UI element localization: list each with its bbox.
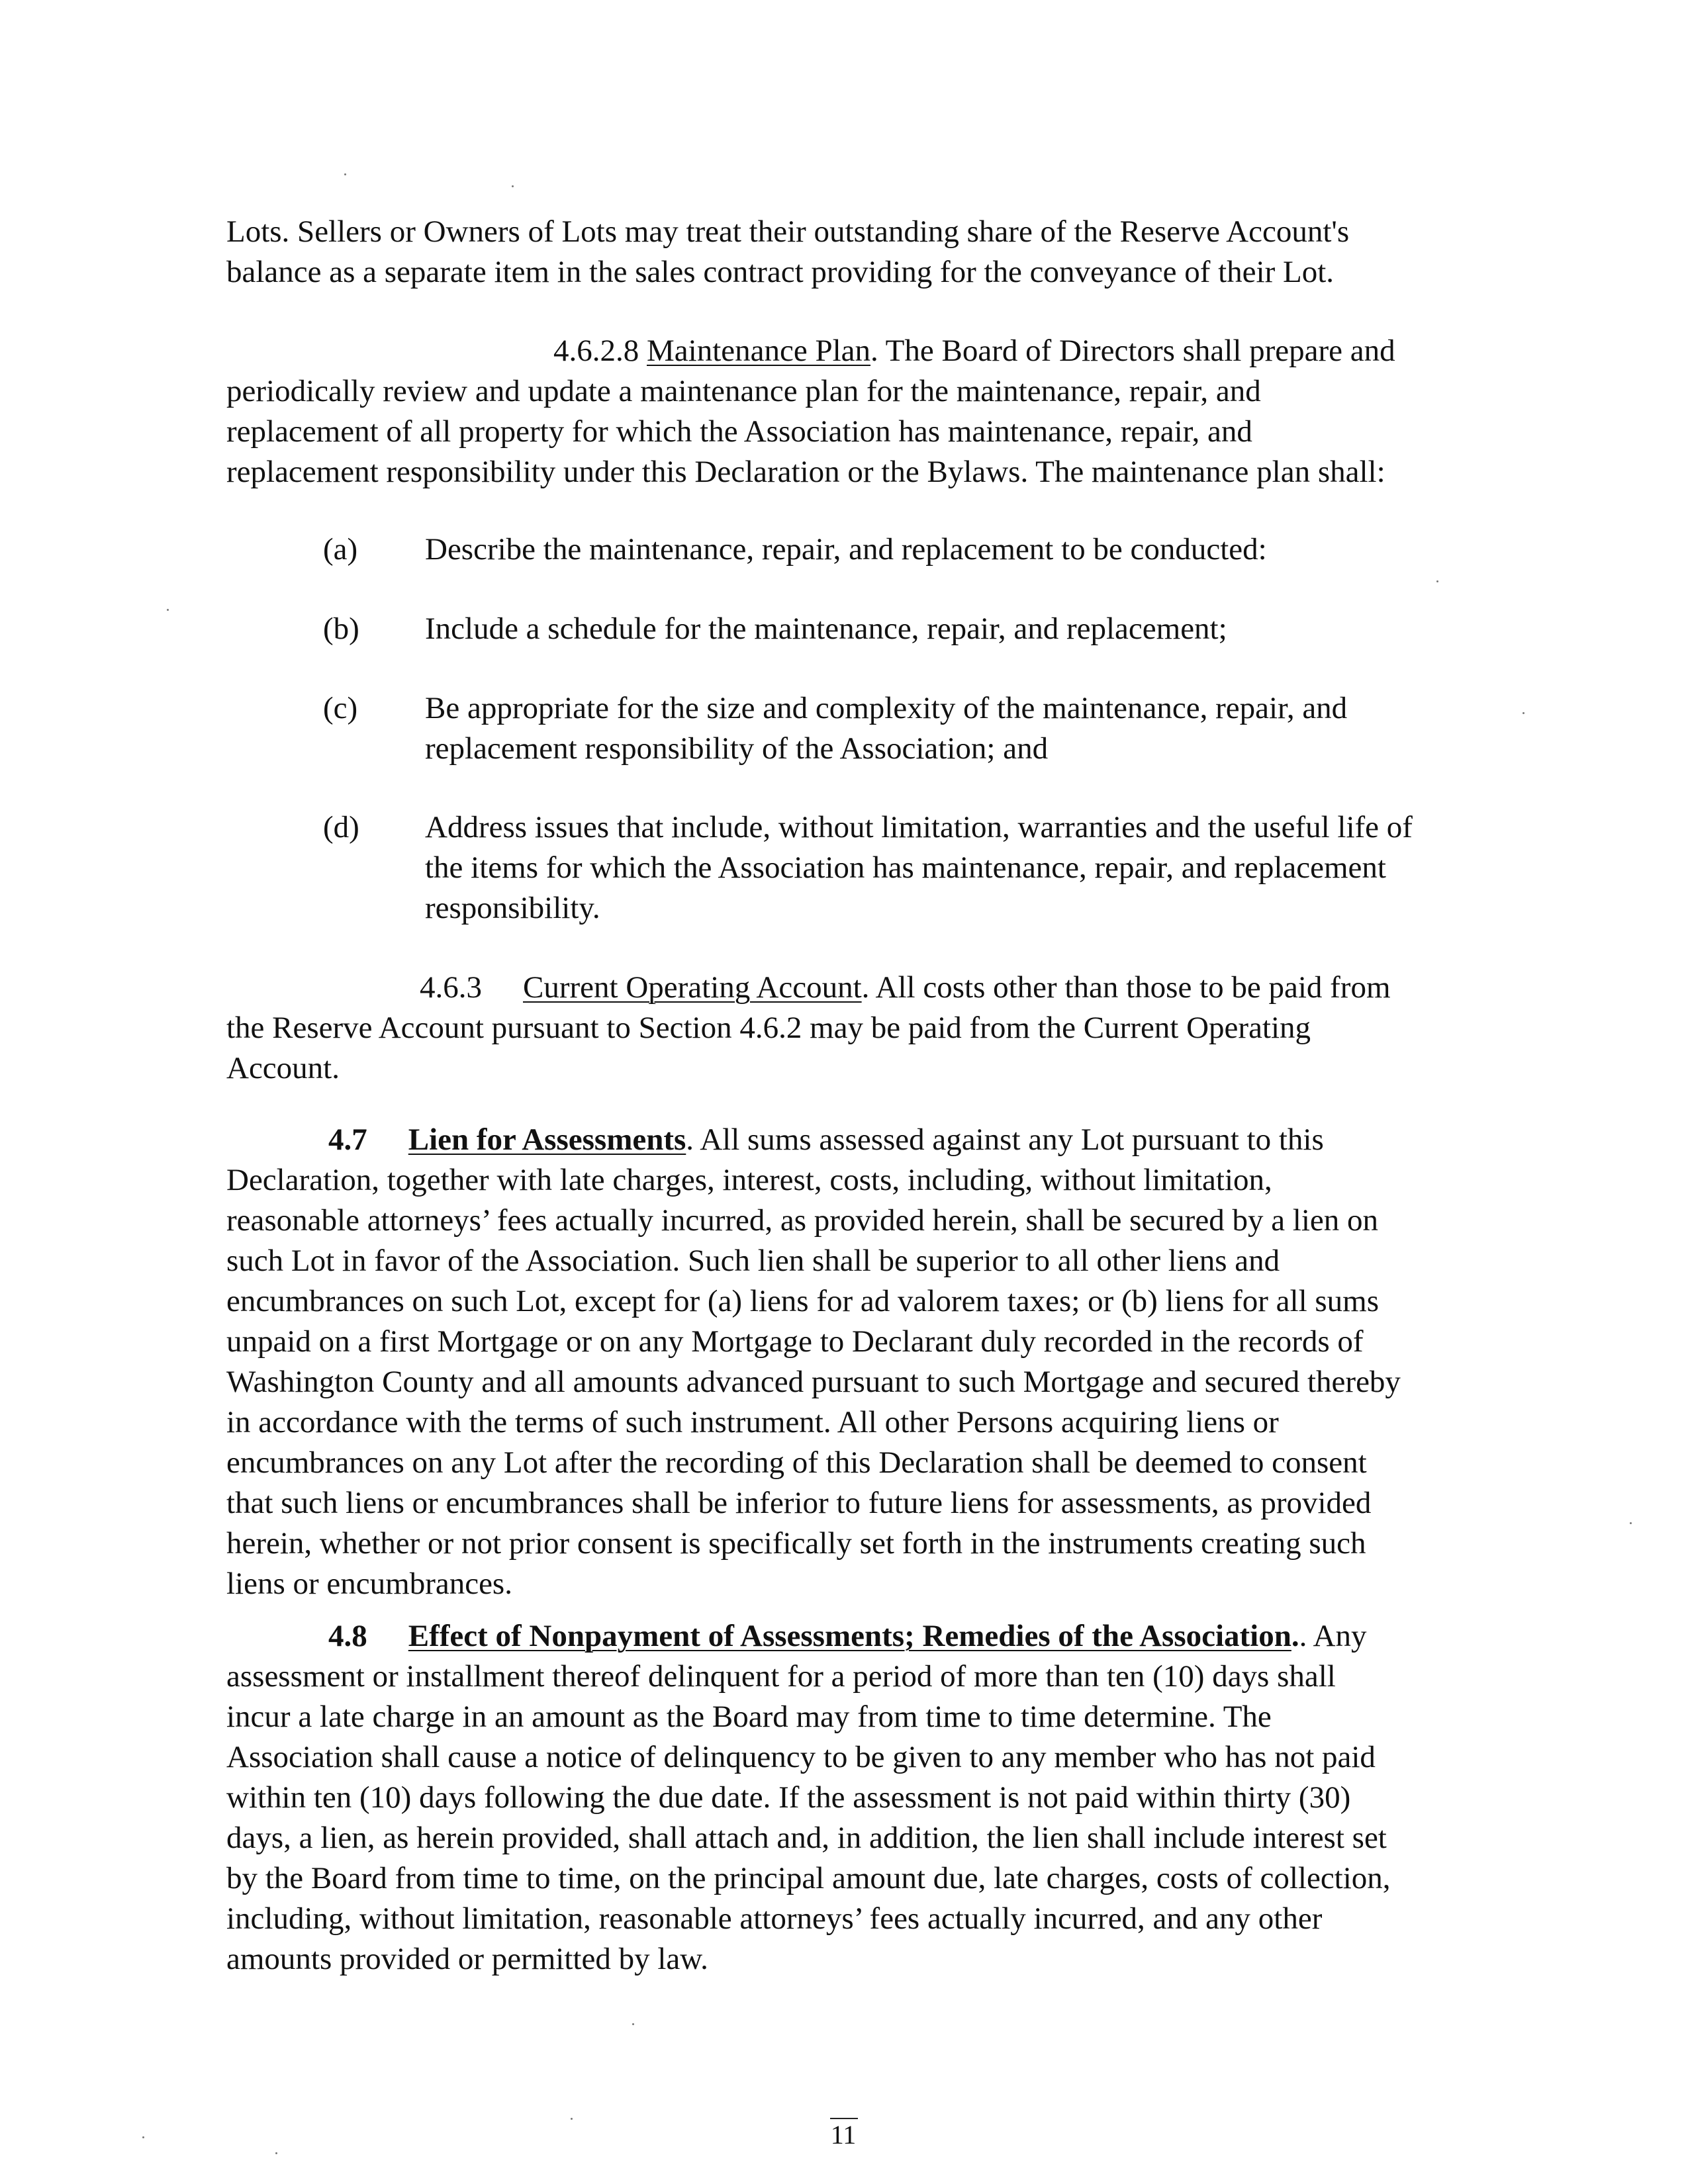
list-item-line: the items for which the Association has maintenance, repair, and replacement <box>425 850 1386 885</box>
section-line-1-rest: . The Board of Directors shall prepare and <box>870 334 1395 368</box>
intro-line-2: balance as a separate item in the sales contract providing for the conveyance of their Lot. <box>226 255 1335 289</box>
section-line-1-rest: . All sums assessed against any Lot pursuant to this <box>686 1122 1324 1157</box>
list-item-line: replacement responsibility of the Association; and <box>425 731 1049 766</box>
list-item-line: Be appropriate for the size and complexity of the maintenance, repair, and <box>425 691 1348 725</box>
scan-speck <box>142 2136 144 2138</box>
section-line: that such liens or encumbrances shall be inferior to future liens for assessments, as provided <box>226 1486 1372 1520</box>
scan-speck <box>167 609 169 611</box>
page-number: 11 <box>830 2120 857 2150</box>
scan-speck <box>1630 1522 1632 1524</box>
list-item-line: Address issues that include, without limitation, warranties and the useful life of <box>425 810 1413 844</box>
section-number: 4.8 <box>328 1619 367 1653</box>
section-line: including, without limitation, reasonable attorneys’ fees actually incurred, and any other <box>226 1901 1323 1936</box>
section-line: assessment or installment thereof delinquent for a period of more than ten (10) days shall <box>226 1659 1336 1694</box>
section-line: reasonable attorneys’ fees actually incurred, as provided herein, shall be secured by a lien on <box>226 1203 1379 1238</box>
scan-speck <box>1523 712 1524 714</box>
list-marker: (d) <box>323 810 359 844</box>
section-4-7 <box>226 1120 1511 1604</box>
section-line: in accordance with the terms of such instrument. All other Persons acquiring liens or <box>226 1405 1279 1439</box>
section-4-6-3 <box>226 968 1511 1089</box>
section-4-6-2-8 <box>226 331 1511 492</box>
section-heading: Effect of Nonpayment of Assessments; Remedies of the Association <box>408 1619 1291 1653</box>
section-number: 4.6.3 <box>420 970 482 1005</box>
section-line: unpaid on a first Mortgage or on any Mortgage to Declarant duly recorded in the records of <box>226 1324 1364 1359</box>
section-line-1-rest: . All costs other than those to be paid from <box>861 970 1391 1005</box>
section-line: Declaration, together with late charges, interest, costs, including, without limitation, <box>226 1163 1272 1197</box>
scan-speck <box>571 2118 573 2120</box>
section-line: such Lot in favor of the Association. Such lien shall be superior to all other liens and <box>226 1244 1280 1278</box>
section-line: within ten (10) days following the due date. If the assessment is not paid within thirty (30) <box>226 1780 1351 1815</box>
section-line-4: replacement responsibility under this Declaration or the Bylaws. The maintenance plan shall: <box>226 455 1385 489</box>
section-line: by the Board from time to time, on the principal amount due, late charges, costs of collection, <box>226 1861 1391 1895</box>
list-marker: (a) <box>323 532 358 567</box>
intro-line-1: Lots. Sellers or Owners of Lots may treat their outstanding share of the Reserve Account's <box>226 214 1350 249</box>
section-line: encumbrances on such Lot, except for (a) liens for ad valorem taxes; or (b) liens for all sums <box>226 1284 1380 1318</box>
section-line: Association shall cause a notice of delinquency to be given to any member who has not paid <box>226 1740 1376 1774</box>
scan-speck <box>1436 580 1438 582</box>
section-heading: Lien for Assessments <box>408 1122 686 1157</box>
scan-speck <box>275 2152 277 2154</box>
section-line-1-rest: . Any <box>1299 1619 1367 1653</box>
list-marker: (b) <box>323 612 359 646</box>
section-line-2: periodically review and update a maintenance plan for the maintenance, repair, and <box>226 374 1261 408</box>
section-heading: Maintenance Plan <box>647 334 871 368</box>
section-line-3: replacement of all property for which the Association has maintenance, repair, and <box>226 414 1252 449</box>
section-number: 4.6.2.8 <box>553 334 639 368</box>
section-4-8 <box>226 1616 1511 1979</box>
section-line: days, a lien, as herein provided, shall attach and, in addition, the lien shall include interest set <box>226 1821 1387 1855</box>
section-line: amounts provided or permitted by law. <box>226 1942 708 1976</box>
list-item-line: responsibility. <box>425 891 600 925</box>
section-line: herein, whether or not prior consent is specifically set forth in the instruments creating such <box>226 1526 1366 1561</box>
section-heading: Current Operating Account <box>523 970 862 1005</box>
scan-speck <box>512 185 514 187</box>
section-heading-period: . <box>1291 1619 1299 1653</box>
section-line-3: Account. <box>226 1051 340 1085</box>
section-line: Washington County and all amounts advanced pursuant to such Mortgage and secured thereby <box>226 1365 1401 1399</box>
scan-speck <box>632 2023 634 2025</box>
list-marker: (c) <box>323 691 358 725</box>
section-line: incur a late charge in an amount as the Board may from time to time determine. The <box>226 1700 1272 1734</box>
section-line-2: the Reserve Account pursuant to Section 4.6.2 may be paid from the Current Operating <box>226 1011 1311 1045</box>
scan-speck <box>344 173 346 175</box>
list-item-line: Describe the maintenance, repair, and replacement to be conducted: <box>425 532 1267 567</box>
section-line: encumbrances on any Lot after the recording of this Declaration shall be deemed to consent <box>226 1445 1367 1480</box>
list-item-line: Include a schedule for the maintenance, repair, and replacement; <box>425 612 1227 646</box>
intro-paragraph <box>226 212 1511 293</box>
section-line: liens or encumbrances. <box>226 1567 512 1601</box>
section-number: 4.7 <box>328 1122 367 1157</box>
